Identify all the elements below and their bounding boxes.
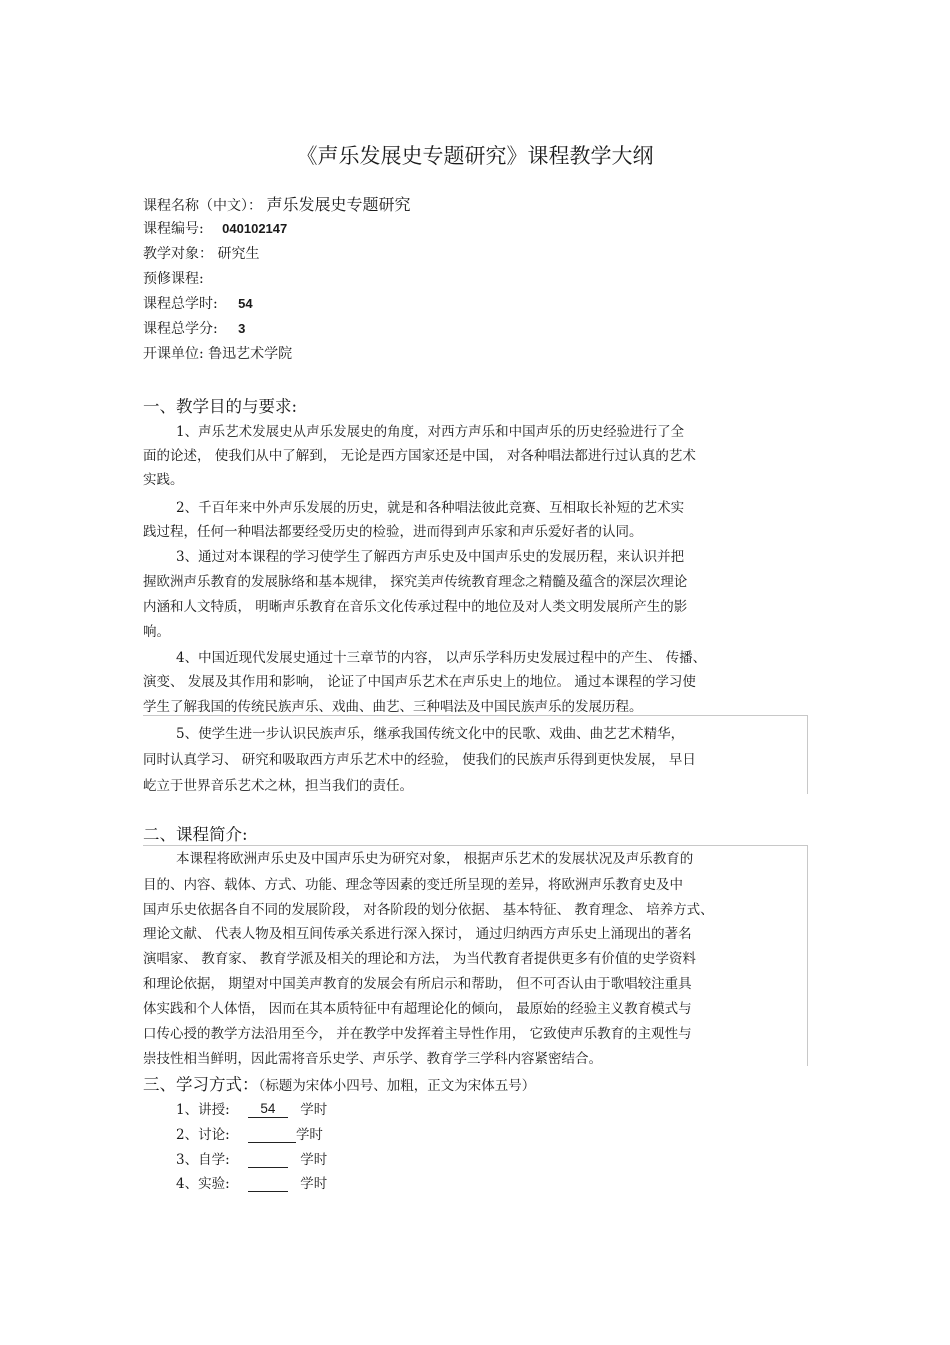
course-name-value: 声乐发展史专题研究 <box>266 195 411 214</box>
section1-line: 2、千百年来中外声乐发展的历史，就是和各种唱法彼此竞赛、互相取长补短的艺术实 <box>176 500 685 516</box>
document-title: 《声乐发展史专题研究》课程教学大纲 <box>296 144 654 168</box>
section1-line: 1、声乐艺术发展史从声乐发展史的角度，对西方声乐和中国声乐的历史经验进行了全 <box>176 424 685 440</box>
section1-line: 践过程，任何一种唱法都要经受历史的检验，进而得到声乐家和声乐爱好者的认同。 <box>143 524 643 540</box>
course-hours-value: 54 <box>238 296 253 311</box>
section3-heading <box>143 1071 535 1095</box>
section2-line: 和理论依据， 期望对中国美声教育的发展会有所启示和帮助， 但不可否认由于歌唱较注重具 <box>143 976 692 992</box>
study-mode-hours <box>248 1151 288 1168</box>
section2-heading: 二、课程简介: <box>143 825 248 844</box>
course-prereq-row <box>143 268 204 288</box>
course-credits-label: 课程总学分: <box>143 321 218 337</box>
study-mode-label: 1、讲授: <box>176 1102 230 1118</box>
course-target-label: 教学对象： <box>143 246 213 262</box>
section1-line: 学生了解我国的传统民族声乐、戏曲、曲艺、三种唱法及中国民族声乐的发展历程。 <box>143 699 643 715</box>
course-credits-value: 3 <box>238 321 246 336</box>
course-unit-row <box>143 343 292 363</box>
study-mode-label: 4、实验: <box>176 1176 230 1192</box>
section3-heading-note: （标题为宋体小四号、加粗，正文为宋体五号） <box>258 1078 536 1094</box>
study-mode-unit: 学时 <box>300 1176 328 1192</box>
study-mode-unit: 学时 <box>300 1152 328 1168</box>
section1-line: 同时认真学习、 研究和吸取西方声乐艺术中的经验， 使我们的民族声乐得到更快发展， 早日 <box>143 752 696 768</box>
section1-line: 面的论述， 使我们从中了解到， 无论是西方国家还是中国， 对各种唱法都进行过认真的艺术 <box>143 448 696 464</box>
course-unit-label: 开课单位: <box>143 346 204 362</box>
section2-line: 目的、内容、载体、方式、功能、理念等因素的变迁所呈现的差异，将欧洲声乐教育史及中 <box>143 877 683 893</box>
course-name-label: 课程名称（中文）： <box>143 198 262 214</box>
study-mode-unit: 学时 <box>295 1127 323 1143</box>
course-name-row <box>143 192 410 215</box>
study-mode-hours: 54 <box>248 1101 288 1118</box>
study-mode-label: 3、自学: <box>176 1152 230 1168</box>
section1-line: 实践。 <box>143 472 184 488</box>
section2-line: 理论文献、 代表人物及相互间传承关系进行深入探讨， 通过归纳西方声乐史上涌现出的著名 <box>143 926 692 942</box>
section2-line: 国声乐史依据各自不同的发展阶段， 对各阶段的划分依据、 基本特征、 教育理念、 培养方式、 <box>143 902 714 918</box>
course-code-row <box>143 218 287 238</box>
section1-line: 屹立于世界音乐艺术之林，担当我们的责任。 <box>143 778 413 794</box>
section1-line: 握欧洲声乐教育的发展脉络和基本规律， 探究美声传统教育理念之精髓及蕴含的深层次理论 <box>143 574 688 590</box>
study-mode-hours <box>248 1175 288 1192</box>
section2-line: 体实践和个人体悟， 因而在其本质特征中有超理论化的倾向， 最原始的经验主义教育模式与 <box>143 1001 692 1017</box>
course-credits-row <box>143 318 245 338</box>
study-mode-item <box>176 1148 327 1168</box>
section1-line: 内涵和人文特质， 明晰声乐教育在音乐文化传承过程中的地位及对人类文明发展所产生的影 <box>143 599 688 615</box>
study-mode-unit: 学时 <box>300 1102 328 1118</box>
section2-line: 崇技性相当鲜明，因此需将音乐史学、声乐学、教育学三学科内容紧密结合。 <box>143 1051 602 1067</box>
section3-heading-text: 三、学习方式： <box>143 1075 259 1094</box>
course-prereq-label: 预修课程: <box>143 271 204 287</box>
course-target-row <box>143 243 259 263</box>
course-code-label: 课程编号: <box>143 221 204 237</box>
study-mode-item <box>176 1172 327 1192</box>
section1-line: 响。 <box>143 624 170 640</box>
course-unit-value: 鲁迅艺术学院 <box>208 346 293 362</box>
section1-line: 演变、 发展及其作用和影响， 论证了中国声乐艺术在声乐史上的地位。 通过本课程的学习使 <box>143 674 696 690</box>
course-target-value: 研究生 <box>217 246 260 262</box>
section2-line: 口传心授的教学方法沿用至今， 并在教学中发挥着主导性作用， 它致使声乐教育的主观性与 <box>143 1026 692 1042</box>
section1-line: 5、使学生进一步认识民族声乐，继承我国传统文化中的民歌、戏曲、曲艺艺术精华， <box>176 726 685 742</box>
study-mode-hours <box>248 1126 296 1143</box>
section1-line: 3、通过对本课程的学习使学生了解西方声乐史及中国声乐史的发展历程，来认识并把 <box>176 549 685 565</box>
section1-heading: 一、教学目的与要求: <box>143 397 298 416</box>
section2-line: 演唱家、 教育家、 教育学派及相关的理论和方法， 为当代教育者提供更多有价值的史学资料 <box>143 951 696 967</box>
section2-line: 本课程将欧洲声乐史及中国声乐史为研究对象， 根据声乐艺术的发展状况及声乐教育的 <box>176 851 694 867</box>
section1-line: 4、中国近现代发展史通过十三章节的内容， 以声乐学科历史发展过程中的产生、 传播、 <box>176 650 707 666</box>
study-mode-item <box>176 1098 327 1118</box>
course-hours-label: 课程总学时: <box>143 296 218 312</box>
course-hours-row <box>143 293 253 313</box>
course-code-value: 040102147 <box>222 221 288 236</box>
study-mode-item <box>176 1123 323 1143</box>
study-mode-label: 2、讨论: <box>176 1127 230 1143</box>
